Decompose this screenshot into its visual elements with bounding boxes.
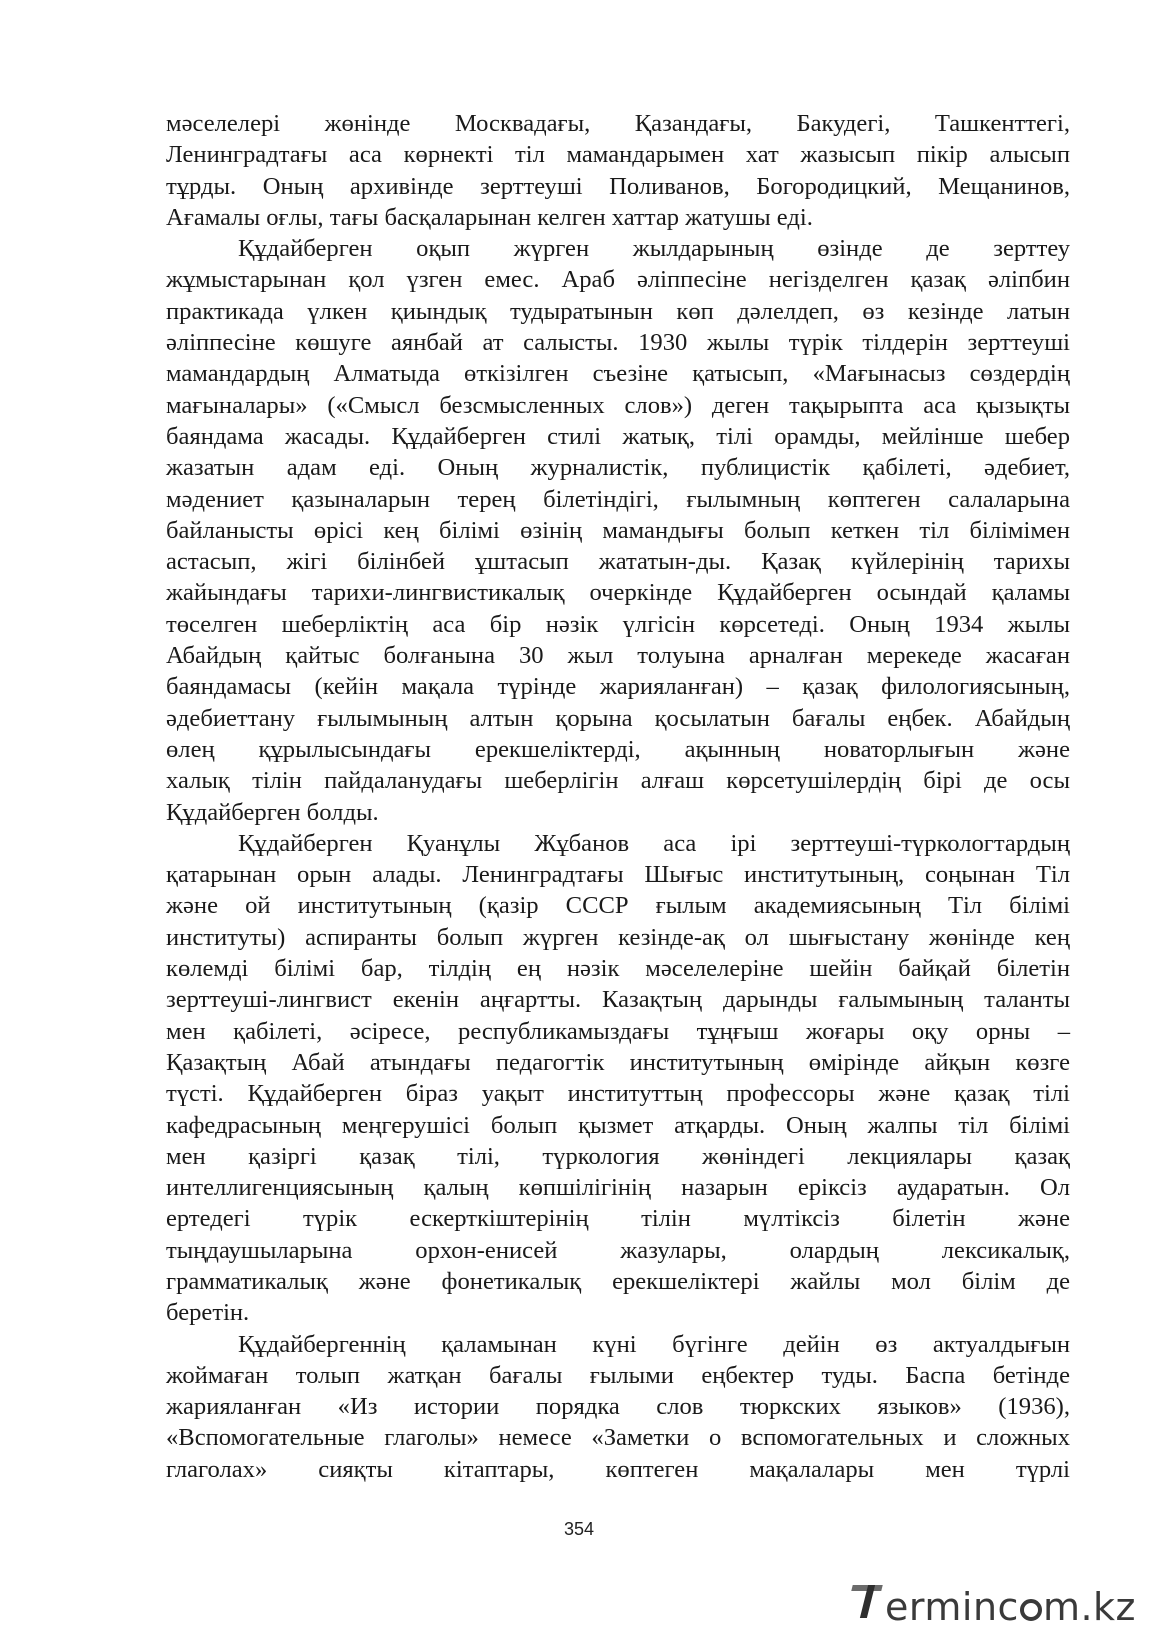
- text-line: Қазақтың Абай атындағы педагогтік институтының өмірінде айқын көзге: [166, 1048, 1070, 1076]
- paragraph: [166, 828, 1070, 1329]
- termincom-watermark-logo: [852, 1582, 1136, 1629]
- text-line: тұрды. Оның архивінде зерттеуші Поливанов, Богородицкий, Мещанинов,: [166, 172, 1070, 200]
- text-line: әдебиеттану ғылымының алтын қорына қосылатын бағалы еңбек. Абайдың: [166, 704, 1070, 732]
- watermark-text-part1: erminc: [885, 1585, 1019, 1629]
- text-line: мамандардың Алматыда өткізілген съезіне қатысып, «Мағынасыз сөздердің: [166, 360, 1070, 388]
- text-line: Ленинградтағы аса көрнекті тіл мамандарымен хат жазысып пікір алысып: [166, 141, 1070, 169]
- page-number: 354: [563, 1519, 595, 1539]
- text-line: мағыналары» («Смысл безсмысленных слов») деген тақырыпта аса қызықты: [166, 391, 1070, 419]
- text-line: төселген шеберліктің аса бір нәзік үлгісін көрсетеді. Оның 1934 жылы: [166, 610, 1070, 638]
- watermark-text-part2: m.kz: [1042, 1585, 1136, 1629]
- text-line: баяндама жасады. Құдайберген стилі жатық, тілі орамды, мейлінше шебер: [166, 422, 1070, 450]
- logo-t-icon: [852, 1582, 884, 1620]
- page-body: [166, 108, 1070, 1485]
- text-line: институты) аспиранты болып жүрген кезінде-ақ ол шығыстану жөнінде кең: [166, 923, 1070, 951]
- text-line: өлең құрылысындағы ерекшеліктерді, ақынның новаторлығын және: [166, 735, 1070, 763]
- text-line: жазатын адам еді. Оның журналистік, публицистік қабілеті, әдебиет,: [166, 454, 1070, 482]
- text-line: көлемді білімі бар, тілдің ең нәзік мәселелеріне шейін байқай білетін: [166, 955, 1070, 983]
- text-line: мәселелері жөнінде Москвадағы, Қазандағы, Бакудегі, Ташкенттегі,: [166, 110, 1070, 137]
- text-line: мәдениет қазыналарын терең білетіндігі, ғылымның көптеген салаларына: [166, 485, 1070, 513]
- text-line: жарияланған «Из истории порядка слов тюркских языков» (1936),: [166, 1393, 1070, 1421]
- text-line: ертедегі түрік ескерткіштерінің тілін мүлтіксіз білетін және: [166, 1205, 1070, 1233]
- text-line: Абайдың қайтыс болғанына 30 жыл толуына арналған мерекеде жасаған: [166, 642, 1070, 670]
- text-line: «Вспомогательные глаголы» немесе «Заметки о вспомогательных и сложных: [166, 1424, 1070, 1452]
- text-line: Құдайберген оқып жүрген жылдарының өзінде де зерттеу: [238, 235, 1070, 263]
- text-line: және ой институтының (қазір СССР ғылым академиясының Тіл білімі: [166, 892, 1070, 920]
- text-line: астасып, жігі білінбей ұштасып жататын-ды. Қазақ күйлерінің тарихы: [166, 548, 1070, 576]
- text-line: әліппесіне көшуге аянбай ат салысты. 1930 жылы түрік тілдерін зерттеуші: [166, 329, 1070, 357]
- text-line: байланысты өрісі кең білімі өзінің мамандығы болып кеткен тіл білімімен: [166, 516, 1070, 544]
- text-line: Құдайберген Қуанұлы Жұбанов аса ірі зерттеуші-түркологтардың: [238, 829, 1070, 857]
- text-line: Құдайберген болды.: [166, 798, 379, 826]
- text-line: қатарынан орын алады. Ленинградтағы Шығыс институтының, соңынан Тіл: [166, 861, 1070, 889]
- logo-o-icon: [1020, 1599, 1042, 1621]
- text-line: жайындағы тарихи-лингвистикалық очеркінде Құдайберген осындай қаламы: [166, 579, 1070, 607]
- paragraph: [166, 108, 1070, 233]
- text-line: мен қабілеті, әсіресе, республикамыздағы тұңғыш жоғары оқу орны –: [166, 1017, 1070, 1045]
- text-line: Ағамалы оғлы, тағы басқаларынан келген хаттар жатушы еді.: [166, 203, 813, 231]
- text-line: практикада үлкен қиындық тудыратынын көп дәлелдеп, өз кезінде латын: [166, 297, 1070, 325]
- text-line: халық тілін пайдаланудағы шеберлігін алғаш көрсетушілердің бірі де осы: [166, 767, 1070, 795]
- text-line: баяндамасы (кейін мақала түрінде жарияланған) – қазақ филологиясының,: [166, 673, 1070, 701]
- text-line: зерттеуші-лингвист екенін аңғартты. Казақтың дарынды ғалымының таланты: [166, 986, 1070, 1014]
- text-line: интеллигенциясының қалың көпшілігінің назарын еріксіз аударатын. Ол: [166, 1174, 1070, 1202]
- text-line: тыңдаушыларына орхон-енисей жазулары, олардың лексикалық,: [166, 1236, 1070, 1264]
- text-line: мен қазіргі қазақ тілі, түркология жөніндегі лекциялары қазақ: [166, 1142, 1070, 1170]
- text-line: грамматикалық және фонетикалық ерекшеліктері жайлы мол білім де: [166, 1267, 1070, 1295]
- text-line: глаголах» сияқты кітаптары, көптеген мақалалары мен түрлі: [166, 1455, 1070, 1483]
- text-line: Құдайбергеннің қаламынан күні бүгінге дейін өз актуалдығын: [238, 1330, 1070, 1358]
- paragraph: [166, 233, 1070, 828]
- text-line: жоймаған толып жатқан бағалы ғылыми еңбектер туды. Баспа бетінде: [166, 1361, 1070, 1389]
- paragraph: [166, 1329, 1070, 1485]
- text-line: беретін.: [166, 1299, 250, 1327]
- text-line: түсті. Құдайберген біраз уақыт институттың профессоры және қазақ тілі: [166, 1080, 1070, 1108]
- text-line: жұмыстарынан қол үзген емес. Араб әліппесіне негізделген қазақ әліпбин: [166, 266, 1070, 294]
- text-line: кафедрасының меңгерушісі болып қызмет атқарды. Оның жалпы тіл білімі: [166, 1111, 1070, 1139]
